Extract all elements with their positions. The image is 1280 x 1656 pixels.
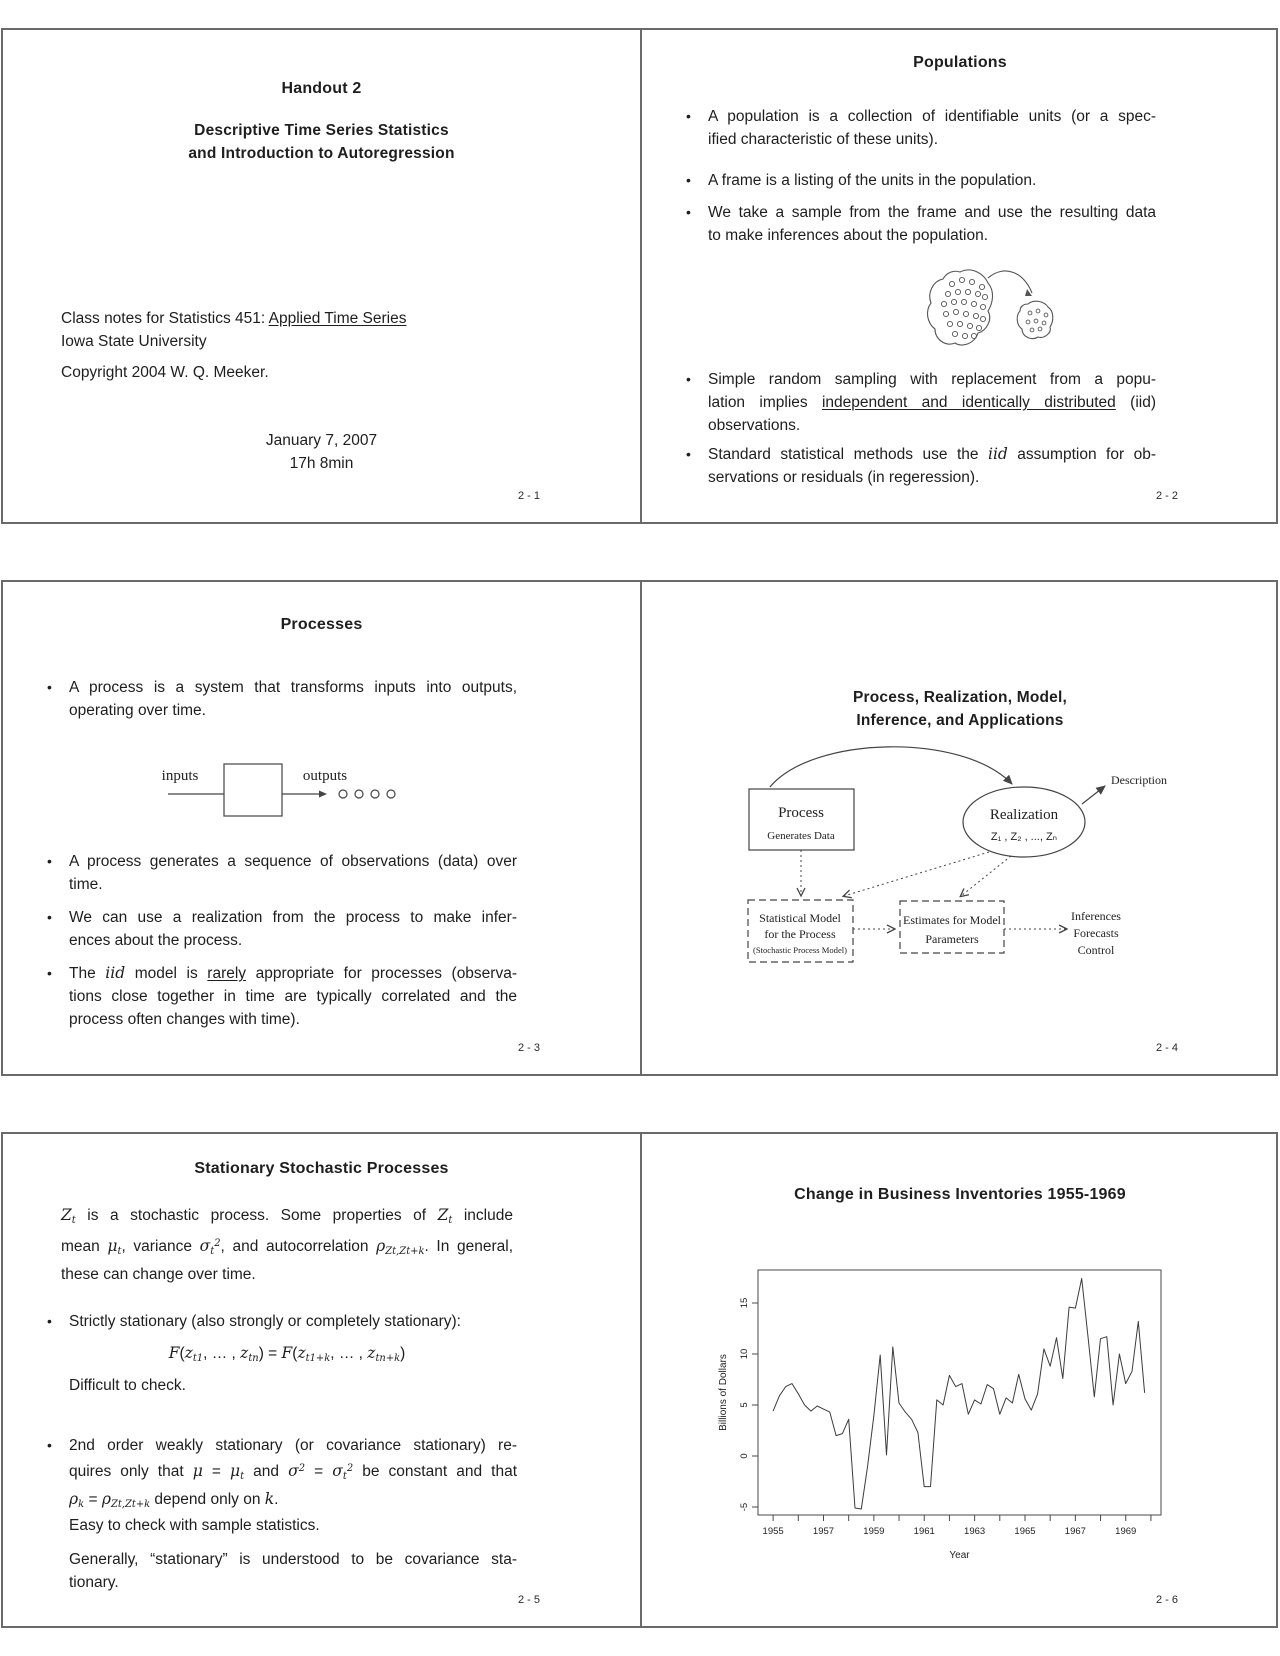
chart-title: Change in Business Inventories 1955-1969	[794, 1186, 1126, 1203]
bullet	[47, 1434, 517, 1516]
bullet	[686, 105, 1156, 151]
bullet-dot: •	[47, 1437, 52, 1453]
svg-text:0: 0	[739, 1453, 750, 1459]
svg-text:Year: Year	[949, 1550, 970, 1561]
text-line: to make inferences about the population.	[708, 227, 989, 244]
text-line: observations.	[708, 417, 801, 434]
text-line: Strictly stationary (also strongly or completely stationary):	[69, 1313, 461, 1330]
page-number: 2 - 5	[517, 1594, 540, 1606]
slide-row-2	[1, 580, 1278, 1076]
slide-row-3	[1, 1132, 1278, 1628]
bullet-dot: •	[47, 965, 52, 981]
slide-2-2-populations	[640, 30, 1278, 522]
bullet-dot: •	[47, 1313, 52, 1329]
text-line: Descriptive Time Series Statistics	[194, 122, 449, 139]
text-line: F(zt1, … , ztn) = F(zt1+k, … , ztn+k)	[168, 1344, 406, 1364]
formula-note-text: Difficult to check.	[69, 1377, 186, 1394]
text-line: and Introduction to Autoregression	[188, 145, 455, 162]
text-line: Iowa State University	[61, 333, 207, 350]
slide-title: Populations	[913, 54, 1007, 71]
description-label: Description	[1111, 773, 1167, 787]
slide-2-1-title-page	[3, 30, 640, 522]
slide-2-3-processes	[3, 582, 640, 1074]
model-box-line-3: (Stochastic Process Model)	[752, 945, 848, 955]
text-line: We take a sample from the frame and use the resulting data	[708, 204, 1156, 221]
sample-statistics-text: Easy to check with sample statistics.	[69, 1517, 320, 1534]
process-input-output-diagram	[59, 750, 459, 822]
outputs-label: outputs	[302, 768, 348, 784]
text-line: servations or residuals (in regeression).	[708, 469, 980, 486]
text-line: Generally, “stationary” is understood to be covariance sta-	[69, 1551, 517, 1568]
text-line: We can use a realization from the process to make infer-	[69, 909, 517, 926]
slide-row-1	[1, 28, 1278, 524]
text-line: ified characteristic of these units).	[708, 131, 939, 148]
bullet	[47, 676, 517, 722]
realization-label: Realization	[989, 807, 1059, 823]
bullet	[686, 368, 1156, 437]
bullet	[47, 906, 517, 952]
svg-text:10: 10	[739, 1348, 750, 1360]
bullet-dot: •	[47, 679, 52, 695]
text-line: 2nd order weakly stationary (or covariance stationary) re-	[69, 1437, 517, 1454]
text-line: A process is a system that transforms inputs into outputs,	[69, 679, 517, 696]
page-number: 2 - 3	[517, 1042, 540, 1054]
svg-text:1969: 1969	[1115, 1526, 1137, 1537]
svg-text:-5: -5	[739, 1502, 750, 1512]
business-inventories-chart	[642, 1230, 1280, 1580]
process-realization-model-diagram	[662, 732, 1242, 982]
model-box-line-2: for the Process	[764, 927, 836, 941]
date-block	[3, 429, 640, 475]
model-box-line-1: Statistical Model	[759, 911, 841, 925]
page-number: 2 - 4	[1155, 1042, 1178, 1054]
slide-title: Processes	[280, 616, 363, 633]
text-line: process often changes with time).	[69, 1011, 300, 1028]
process-box	[224, 764, 282, 816]
bullet	[47, 962, 517, 1031]
text-line: time.	[69, 876, 103, 893]
text-line: Process, Realization, Model,	[852, 689, 1068, 706]
text-line: Class notes for Statistics 451: Applied Time Series	[61, 310, 407, 327]
process-label: Process	[778, 805, 824, 821]
course-title	[3, 119, 640, 165]
inputs-label: inputs	[161, 768, 199, 784]
text-line: Simple random sampling with replacement from a popu-	[708, 371, 1156, 388]
svg-text:1955: 1955	[762, 1526, 784, 1537]
stationarity-formula	[61, 1342, 513, 1370]
svg-text:1965: 1965	[1014, 1526, 1036, 1537]
text-line: A population is a collection of identifiable units (or a spec-	[708, 108, 1156, 125]
svg-text:1957: 1957	[812, 1526, 835, 1537]
applications-line-3: Control	[1077, 943, 1115, 957]
bullet-dot: •	[47, 853, 52, 869]
page-number: 2 - 6	[1155, 1594, 1178, 1606]
svg-text:Billions of Dollars: Billions of Dollars	[718, 1354, 729, 1431]
bullet	[47, 1310, 517, 1333]
text-line: 17h 8min	[289, 455, 354, 472]
slide-2-6-inventories-chart	[640, 1134, 1278, 1626]
text-line: The iid model is rarely appropriate for processes (observa-	[69, 964, 517, 982]
bullet	[47, 850, 517, 896]
text-line: tions close together in time are typically correlated and the	[69, 988, 517, 1005]
bullet-dot: •	[686, 371, 691, 387]
text-line: A frame is a listing of the units in the population.	[708, 172, 1037, 189]
svg-text:1963: 1963	[964, 1526, 986, 1537]
text-line: January 7, 2007	[265, 432, 378, 449]
population-dots	[941, 277, 1048, 338]
svg-text:5: 5	[739, 1402, 750, 1408]
copyright-line	[61, 361, 513, 384]
text-line: Zt is a stochastic process. Some properties of Zt include	[61, 1206, 513, 1226]
bullet	[686, 443, 1156, 489]
page-number: 2 - 1	[517, 490, 540, 502]
bullet-dot: •	[686, 204, 691, 220]
page-number: 2 - 2	[1155, 490, 1178, 502]
slide-title: Stationary Stochastic Processes	[194, 1160, 449, 1177]
bullet-dot: •	[686, 172, 691, 188]
closing-paragraph	[69, 1548, 517, 1594]
applications-line-2: Forecasts	[1073, 926, 1119, 940]
intro-paragraph	[61, 1204, 513, 1286]
text-line: mean μt, variance $\sigma t^2$, and autocorrelation ρZt,Zt+k. In general,	[61, 1236, 514, 1257]
applications-line-1: Inferences	[1071, 909, 1121, 923]
text-line: tionary.	[69, 1574, 119, 1591]
text-line: lation implies independent and identically distributed (iid)	[708, 394, 1156, 411]
text-line: ρk = ρZt,Zt+k depend only on k.	[69, 1489, 279, 1510]
handout-label: Handout 2	[281, 80, 362, 97]
svg-text:1967: 1967	[1064, 1526, 1086, 1537]
text-line: A process generates a sequence of observations (data) over	[69, 853, 517, 870]
slide-2-4-model-diagram	[640, 582, 1278, 1074]
svg-text:15: 15	[739, 1297, 750, 1309]
population-sample-illustration-icon	[922, 266, 1062, 358]
process-sublabel: Generates Data	[767, 830, 835, 842]
bullet-dot: •	[686, 446, 691, 462]
formula-note	[69, 1374, 186, 1397]
sample-statistics-note	[69, 1514, 320, 1537]
text-line: quires only that μ = μt and $\sigma^2 = \sigma t^2$ be constant and that	[69, 1461, 517, 1482]
class-notes	[61, 307, 513, 353]
text-line: Standard statistical methods use the iid assumption for ob-	[708, 445, 1156, 463]
text-line: ences about the process.	[69, 932, 243, 949]
text-line: Inference, and Applications	[856, 712, 1064, 729]
svg-text:1959: 1959	[863, 1526, 885, 1537]
slide-title	[642, 686, 1278, 732]
bullet-dot: •	[686, 108, 691, 124]
bullet-dot: •	[47, 909, 52, 925]
bullet	[686, 201, 1156, 247]
realization-sublabel: Z₁ , Z₂ , ..., Zₙ	[990, 831, 1058, 843]
text-line: operating over time.	[69, 702, 206, 719]
estimates-box-line-1: Estimates for Model	[903, 913, 1001, 927]
slide-2-5-stationary	[3, 1134, 640, 1626]
bullet	[686, 169, 1156, 192]
copyright-text: Copyright 2004 W. Q. Meeker.	[61, 364, 269, 381]
text-line: these can change over time.	[61, 1265, 256, 1283]
estimates-box-line-2: Parameters	[925, 932, 979, 946]
svg-text:1961: 1961	[913, 1526, 935, 1537]
